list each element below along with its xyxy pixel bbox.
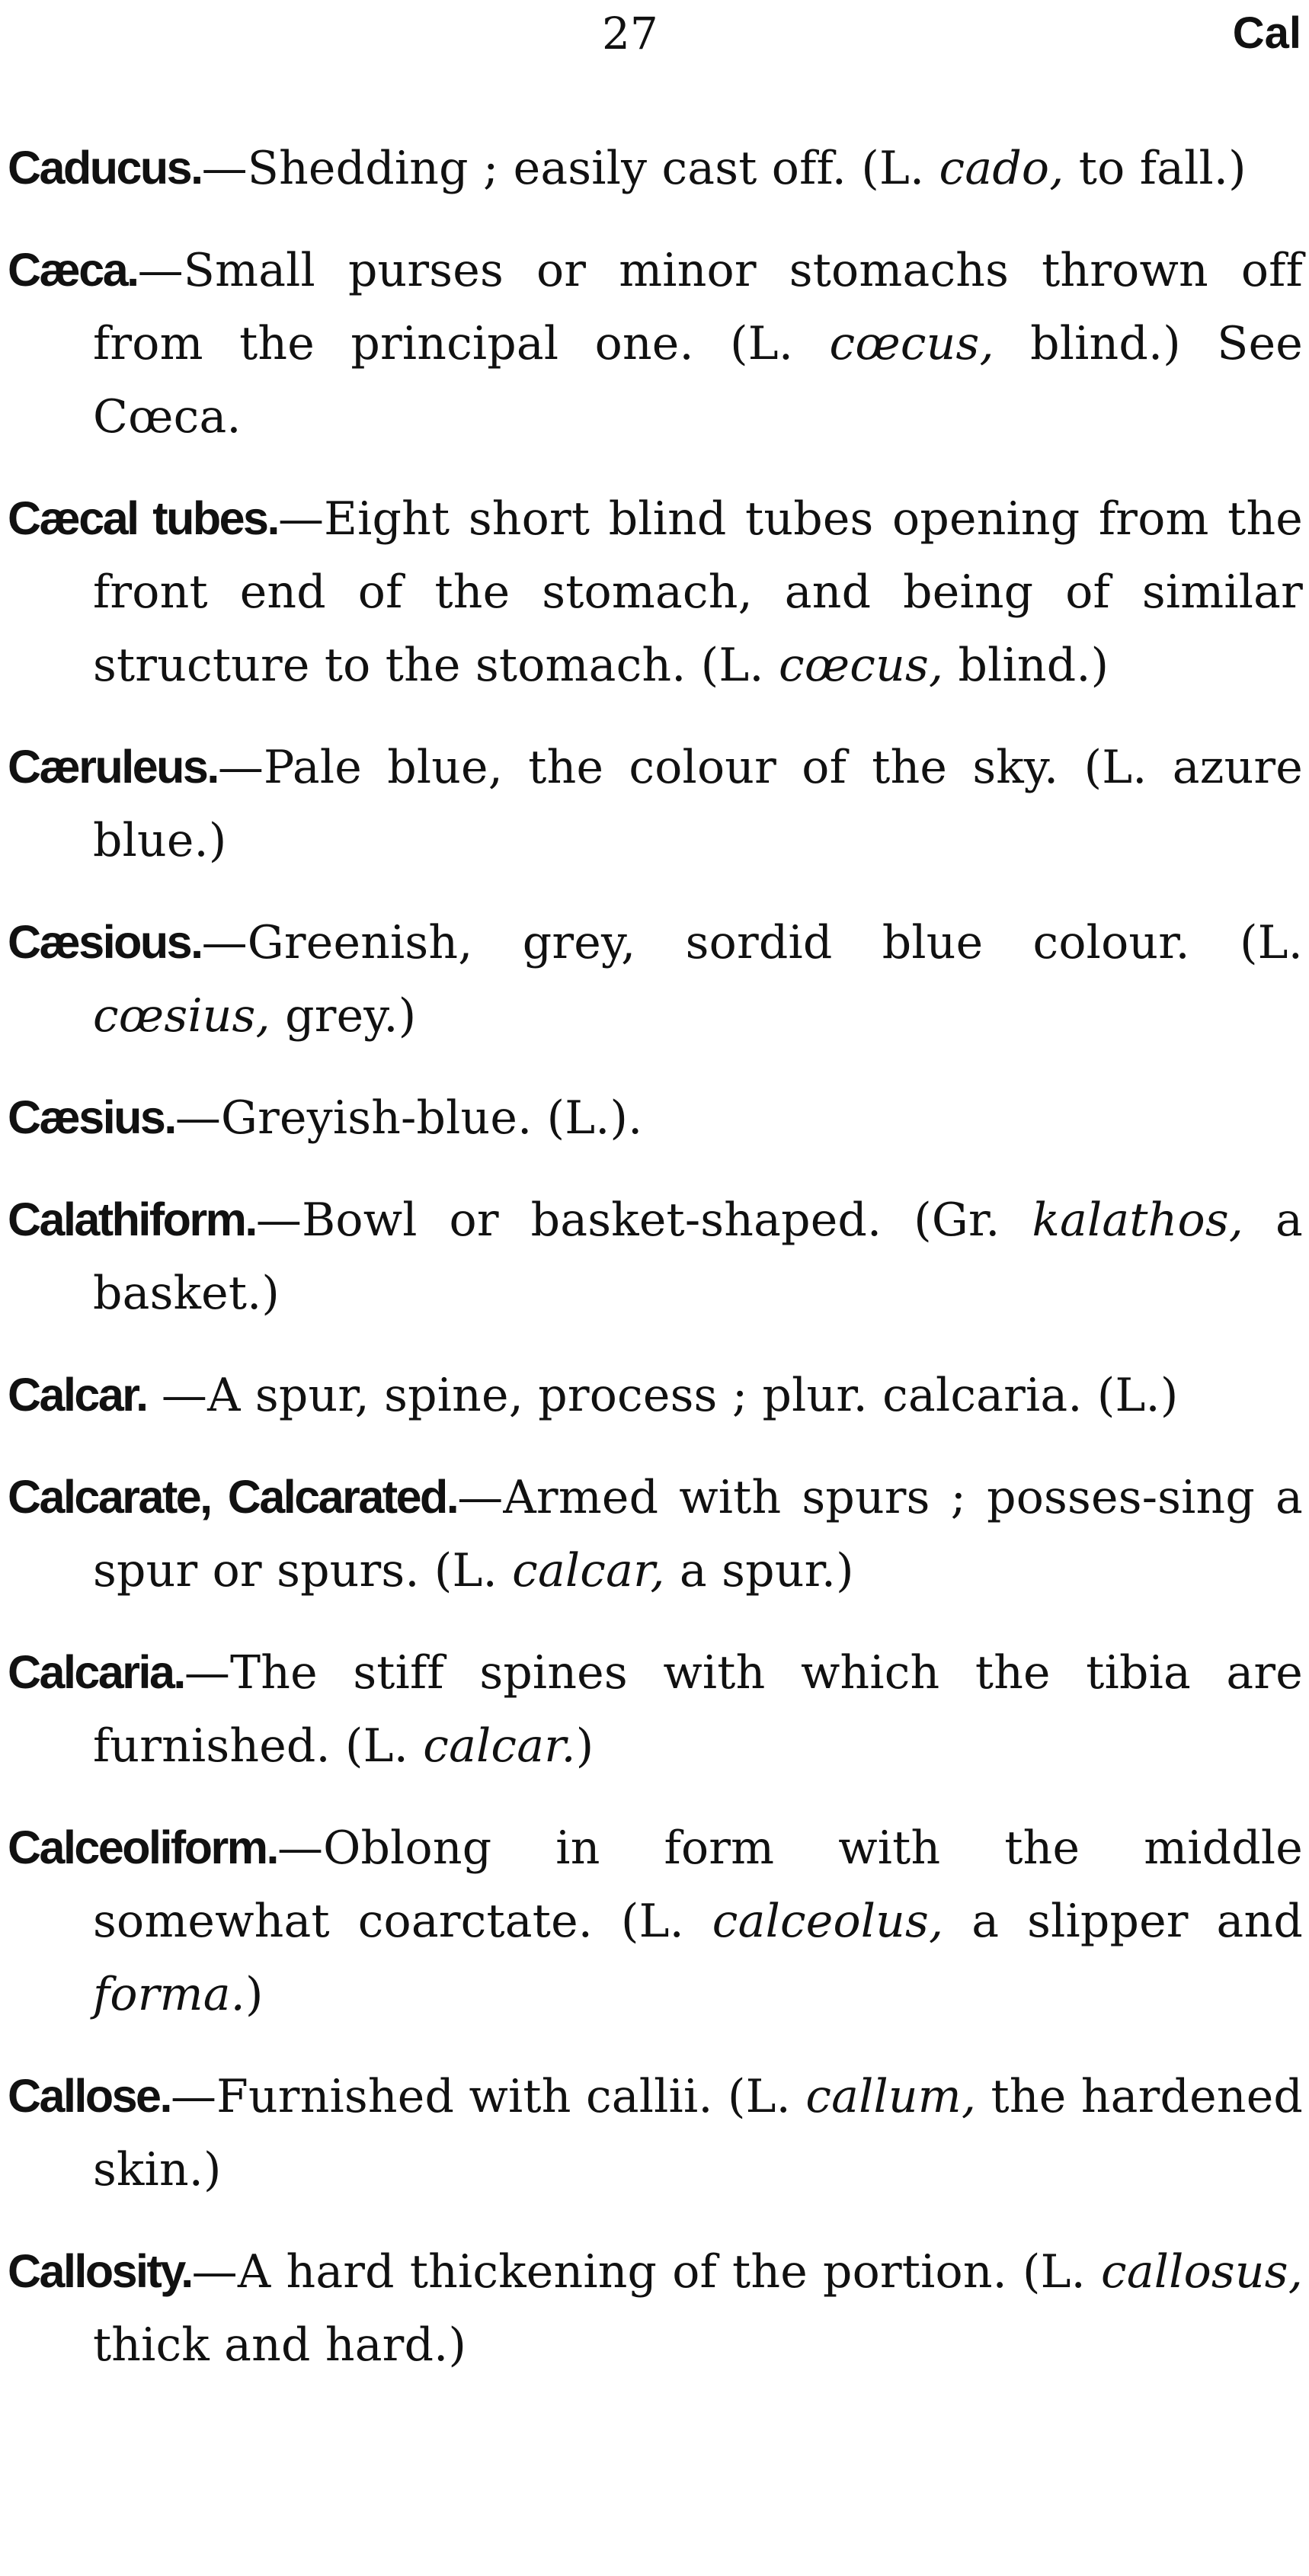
entry-etymon: forma. — [93, 1968, 245, 2021]
entry-definition-text: —Pale blue, the colour of the sky. (L. azure blue.) — [93, 741, 1303, 867]
entry-definition-text: a basket.) — [93, 1193, 1303, 1320]
entry-etymon: cœcus, — [829, 317, 994, 370]
entry-definition-text: —Shedding ; easily cast off. (L. — [201, 142, 939, 195]
entry-headword: Calceoliform. — [8, 1821, 277, 1873]
dictionary-entry — [8, 1811, 1303, 2031]
entry-definition-text: —Bowl or basket-shaped. (Gr. — [255, 1193, 1032, 1247]
entry-etymon: calcar, — [512, 1544, 665, 1597]
dictionary-entry — [8, 1358, 1303, 1432]
entry-definition-text: blind.) — [943, 639, 1109, 692]
entry-headword: Calcarate, Calcarated. — [8, 1471, 458, 1523]
dictionary-entry — [8, 2059, 1303, 2206]
entry-definition-text: ) — [245, 1968, 264, 2021]
entry-definition-text: blind.) See Cœca. — [93, 317, 1303, 444]
entry-etymon: cado, — [939, 142, 1064, 195]
entry-definition-text: —The stiff spines with which the tibia are furnished. (L. — [93, 1646, 1303, 1773]
entry-definition-text: to fall.) — [1064, 142, 1247, 195]
entry-headword: Callosity. — [8, 2245, 192, 2297]
entry-definition-text: —Small purses or minor stomachs thrown off from the principal one. (L. — [93, 244, 1303, 370]
dictionary-entry — [8, 233, 1303, 453]
dictionary-entry — [8, 1183, 1303, 1330]
entry-definition-text: —Greyish-blue. (L.). — [174, 1091, 643, 1145]
dictionary-entry — [8, 1636, 1303, 1783]
dictionary-entry — [8, 905, 1303, 1053]
entry-definition-text: —Furnished with callii. (L. — [170, 2070, 806, 2123]
entry-definition-text: a slipper and — [943, 1895, 1303, 1948]
dictionary-entry — [8, 730, 1303, 877]
entry-definition-text: —A spur, spine, process ; plur. calcaria. (L.) — [146, 1369, 1179, 1422]
dictionary-entry — [8, 1460, 1303, 1607]
entry-headword: Cæcal tubes. — [8, 492, 278, 544]
entry-etymon: callosus, — [1101, 2245, 1303, 2299]
entry-etymon: cœsius, — [93, 989, 270, 1043]
entry-definition-text: ) — [575, 1719, 594, 1773]
entry-definition-text: —Oblong in form with the middle somewhat coarctate. (L. — [93, 1821, 1303, 1948]
entry-headword: Cæruleus. — [8, 741, 218, 793]
entry-etymon: callum, — [805, 2070, 977, 2123]
dictionary-entry — [8, 1081, 1303, 1155]
entry-definition-text: —Greenish, grey, sordid blue colour. (L. — [201, 916, 1303, 969]
entry-headword: Cæsius. — [8, 1091, 175, 1143]
entry-etymon: kalathos, — [1032, 1193, 1244, 1247]
dictionary-entry — [8, 131, 1303, 205]
entry-headword: Calcar. — [8, 1369, 147, 1421]
entry-headword: Callose. — [8, 2070, 171, 2122]
entry-headword: Cæsious. — [8, 916, 202, 968]
entry-definition-text: —Armed with spurs ; posses-sing a spur or spurs. (L. — [93, 1471, 1303, 1597]
entry-definition-text: thick and hard.) — [93, 2318, 467, 2372]
page-number: 27 — [602, 8, 658, 59]
entry-definition-text: grey.) — [270, 989, 417, 1043]
entry-list — [8, 131, 1303, 2410]
dictionary-entry — [8, 2235, 1303, 2382]
entry-etymon: calceolus, — [712, 1895, 944, 1948]
entry-headword: Calcaria. — [8, 1646, 184, 1698]
entry-definition-text: the hardened skin.) — [93, 2070, 1304, 2196]
guide-word: Cal — [1232, 8, 1301, 58]
entry-headword: Caducus. — [8, 142, 202, 194]
entry-etymon: calcar. — [423, 1719, 576, 1773]
entry-etymon: cœcus, — [778, 639, 944, 692]
entry-headword: Cæca. — [8, 244, 138, 296]
entry-definition-text: —A hard thickening of the portion. (L. — [191, 2245, 1102, 2299]
dictionary-entry — [8, 482, 1303, 702]
entry-definition-text: a spur.) — [664, 1544, 854, 1597]
running-head — [0, 6, 1309, 67]
entry-definition-text: —Eight short blind tubes opening from the front end of the stomach, and being of similar structure to the stomach. (L. — [93, 492, 1303, 692]
entry-headword: Calathiform. — [8, 1193, 256, 1245]
